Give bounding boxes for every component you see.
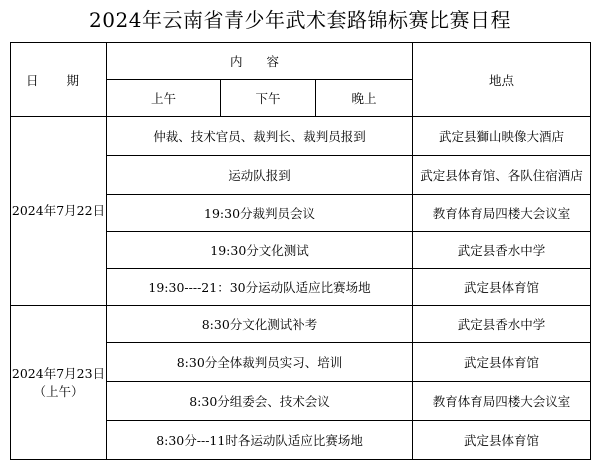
content-cell: 运动队报到	[107, 156, 413, 195]
location-cell: 武定县体育馆	[413, 421, 591, 460]
page-title: 2024年云南省青少年武术套路锦标赛比赛日程	[89, 8, 511, 32]
header-evening: 晚上	[316, 80, 413, 117]
content-cell: 19:30分裁判员会议	[107, 195, 413, 232]
date-cell	[11, 117, 107, 306]
date-note: （上午）	[33, 383, 84, 399]
content-cell: 19:30----21：30分运动队适应比赛场地	[107, 269, 413, 306]
table-row	[11, 306, 591, 343]
location-cell: 教育体育局四楼大会议室	[413, 382, 591, 421]
header-date: 日 期	[11, 43, 107, 117]
content-cell: 8:30分全体裁判员实习、培训	[107, 343, 413, 382]
content-cell: 19:30分文化测试	[107, 232, 413, 269]
location-cell: 武定县香水中学	[413, 232, 591, 269]
content-cell: 8:30分文化测试补考	[107, 306, 413, 343]
location-cell: 武定县獅山映像大酒店	[413, 117, 591, 156]
content-cell: 8:30分---11时各运动队适应比赛场地	[107, 421, 413, 460]
date-cell	[11, 306, 107, 460]
date-label: 2024年7月22日	[11, 203, 106, 218]
content-cell: 仲裁、技术官员、裁判长、裁判员报到	[107, 117, 413, 156]
location-cell: 武定县体育馆	[413, 269, 591, 306]
date-label: 2024年7月23日	[11, 365, 106, 381]
header-location: 地点	[413, 43, 591, 117]
header-row	[11, 43, 591, 80]
location-cell: 武定县体育馆	[413, 343, 591, 382]
location-cell: 武定县香水中学	[413, 306, 591, 343]
schedule-table	[10, 42, 591, 460]
header-content: 内 容	[107, 43, 413, 80]
location-cell: 教育体育局四楼大会议室	[413, 195, 591, 232]
table-row	[11, 117, 591, 156]
location-cell: 武定县体育馆、各队住宿酒店	[413, 156, 591, 195]
content-cell: 8:30分组委会、技术会议	[107, 382, 413, 421]
header-afternoon: 下午	[221, 80, 316, 117]
header-morning: 上午	[107, 80, 221, 117]
